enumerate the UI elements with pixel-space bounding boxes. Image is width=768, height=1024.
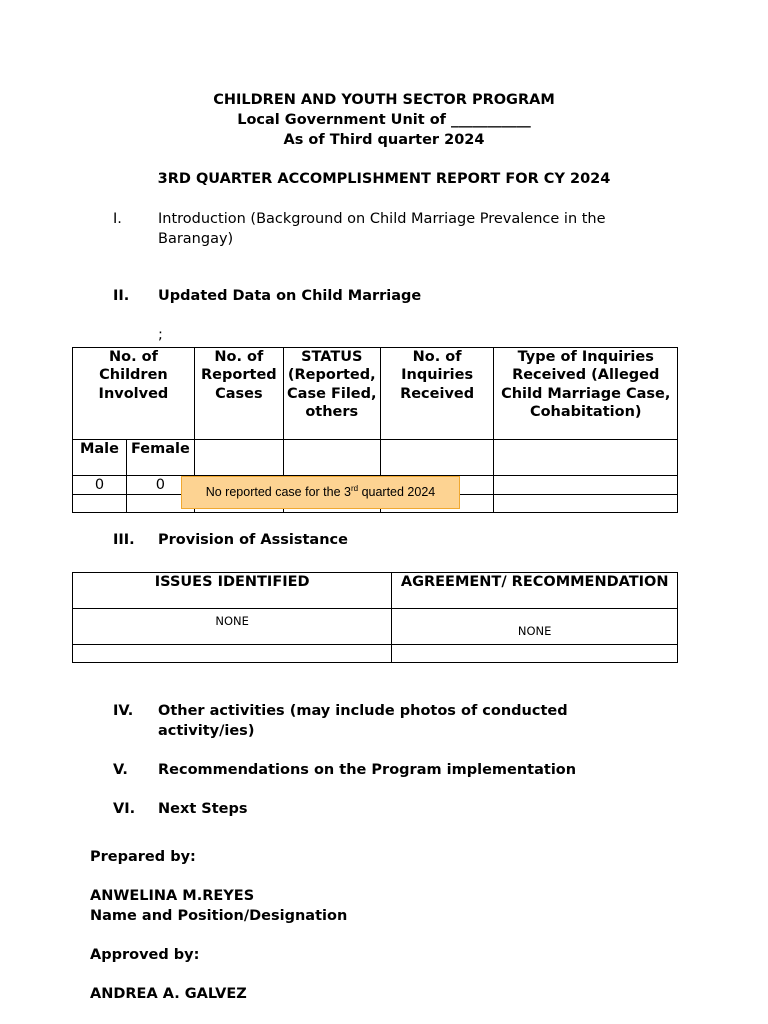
section-5-text: Recommendations on the Program implementation [158,762,577,778]
prepared-by-position: Name and Position/Designation [90,908,348,924]
section-3-number: III. [113,532,135,548]
note-suffix: quarted 2024 [358,485,436,499]
prepared-by-name: ANWELINA M.REYES [90,888,255,904]
program-title: CHILDREN AND YOUTH SECTOR PROGRAM [213,92,555,108]
stray-semicolon: ; [158,327,163,343]
section-5-number: V. [113,762,128,778]
section-4-number: IV. [113,703,134,719]
female-count: 0 [126,476,194,495]
approved-by-name: ANDREA A. GALVEZ [90,986,247,1002]
section-4-text: Other activities (may include photos of conducted activity/ies) [158,703,568,739]
section-3-text: Provision of Assistance [158,532,348,548]
section-1-number: I. [113,211,122,227]
section-6-text: Next Steps [158,801,248,817]
assistance-table [72,572,678,663]
note-superscript: rd [350,483,359,493]
header-inquiries-received: No. of Inquiries Received [380,348,494,440]
approved-by-label: Approved by: [90,947,200,963]
male-count: 0 [73,476,127,495]
section-2-number: II. [113,288,130,304]
report-title: 3RD QUARTER ACCOMPLISHMENT REPORT FOR CY 2024 [157,171,611,187]
recommendation-value: NONE [392,609,678,645]
lgu-line: Local Government Unit of ___________ [237,112,531,128]
section-2-text: Updated Data on Child Marriage [158,288,422,304]
subheader-female: Female [126,440,194,476]
header-reported-cases: No. of Reported Cases [194,348,283,440]
section-1-text: Introduction (Background on Child Marriage Prevalence in the Barangay) [158,211,606,247]
issues-value: NONE [73,609,392,645]
no-case-note [181,476,460,509]
section-6-number: VI. [113,801,136,817]
prepared-by-label: Prepared by: [90,849,196,865]
header-issues-identified: ISSUES IDENTIFIED [73,573,392,609]
header-inquiry-types: Type of Inquiries Received (Alleged Child Marriage Case, Cohabitation) [494,348,678,440]
header-children-involved: No. of Children Involved [73,348,195,440]
header-agreement-recommendation: AGREEMENT/ RECOMMENDATION [392,573,678,609]
header-status: STATUS (Reported, Case Filed, others [283,348,380,440]
note-prefix: No reported case for the 3 [205,485,351,499]
quarter-line: As of Third quarter 2024 [283,132,485,148]
subheader-male: Male [73,440,127,476]
